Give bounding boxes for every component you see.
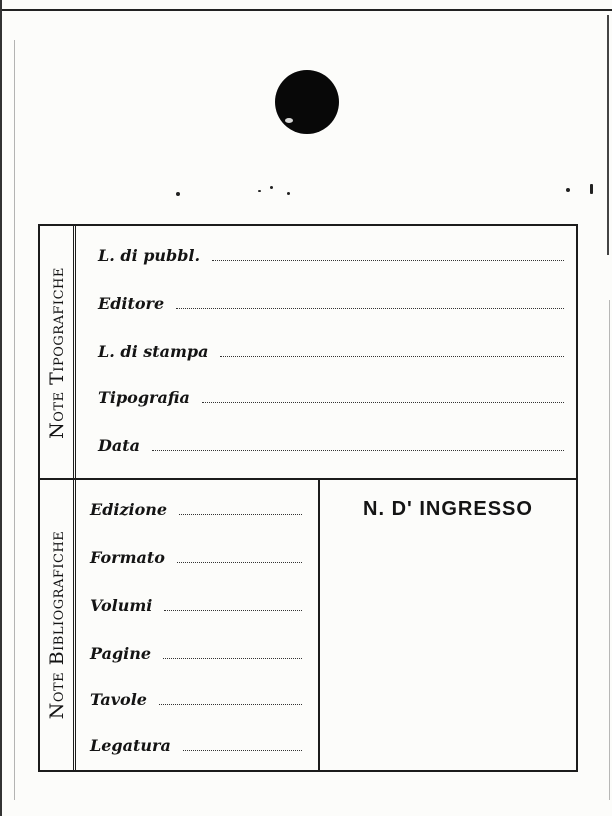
ingresso-divider [318,480,320,770]
field-legatura [90,736,302,755]
field-label: Pagine [90,644,152,663]
scan-speck [270,186,273,189]
fill-line [212,259,564,261]
tipografiche-title: Note Tipografiche [45,267,68,439]
bibliografiche-title: Note Bibliografiche [45,530,68,720]
field-pagine [90,644,302,663]
field-label: L. di pubbl. [98,246,201,265]
field-label: Data [98,436,140,455]
field-label: Tavole [90,690,147,709]
card-left-edge [0,0,2,816]
punch-hole [275,70,339,134]
bibliografiche-sidebar [40,480,76,770]
catalog-card [38,224,578,772]
field-label: L. di stampa [98,342,209,361]
field-luogo-pubblicazione [98,246,564,265]
card-left-shadow [14,40,15,800]
fill-line [152,449,564,451]
field-editore [98,294,564,313]
field-label: Volumi [90,596,153,615]
fill-line [179,513,302,515]
card-top-edge [0,9,612,11]
field-volumi [90,596,302,615]
fill-line [202,401,564,403]
fill-line [177,561,302,563]
scan-speck [176,192,180,196]
fill-line [164,609,302,611]
scan-speck [258,190,261,192]
field-luogo-stampa [98,342,564,361]
field-label: Editore [98,294,165,313]
field-data [98,436,564,455]
scan-speck [590,184,593,194]
field-label: Formato [90,548,165,567]
field-tavole [90,690,302,709]
tipografiche-sidebar [40,226,76,480]
section-divider [40,478,576,480]
field-label: Tipografia [98,388,190,407]
card-right-edge [607,15,609,255]
card-right-shadow [609,300,610,800]
scan-speck [287,192,290,195]
fill-line [220,355,564,357]
fill-line [176,307,564,309]
field-edizione [90,500,302,519]
field-label: Legatura [90,736,171,755]
field-tipografia [98,388,564,407]
fill-line [183,749,302,751]
field-label: Edizione [90,500,168,519]
scan-speck [566,188,570,192]
fill-line [163,657,302,659]
field-formato [90,548,302,567]
fill-line [159,703,302,705]
numero-ingresso-label: N. D' INGRESSO [363,498,533,520]
punch-hole-glint [285,118,293,123]
